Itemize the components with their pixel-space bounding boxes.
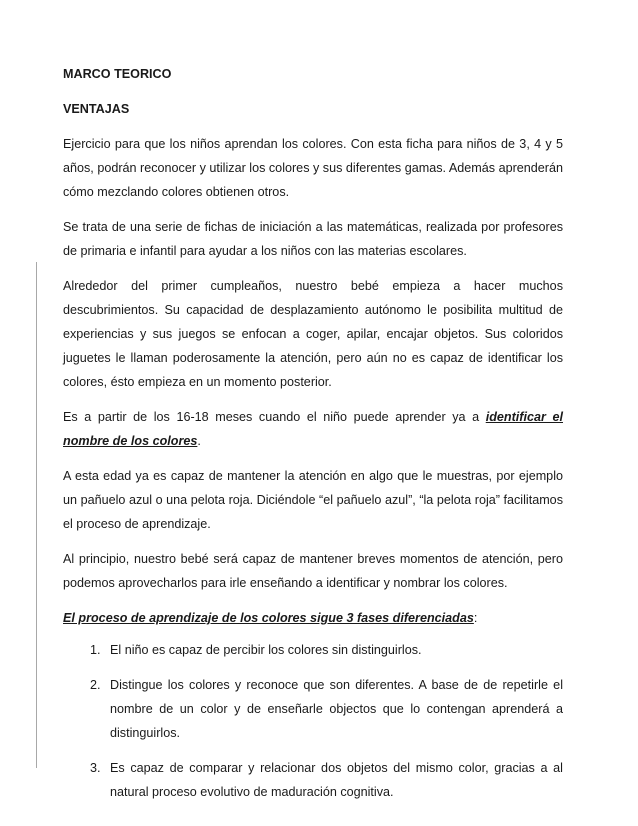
paragraph-4-end: . — [197, 434, 201, 448]
list-item-number: 3. — [90, 761, 101, 775]
list-item-number: 2. — [90, 678, 101, 692]
list-item-text: Distingue los colores y reconoce que son diferentes. A base de de repetirle el nombre de un color y de enseñarle objectos que lo contengan aprenderá a distinguirlos. — [110, 678, 563, 740]
phases-title — [63, 606, 563, 630]
document-page — [63, 62, 563, 815]
phases-title-colon: : — [473, 611, 478, 625]
list-item — [63, 638, 563, 662]
paragraph-2: Se trata de una serie de fichas de iniciación a las matemáticas, realizada por profesores de primaria e infantil para ayudar a los niños con las materias escolares. — [63, 220, 563, 258]
paragraph-3: Alrededor del primer cumpleaños, nuestro bebé empieza a hacer muchos descubrimientos. Su capacidad de desplazamiento autónomo le posibilita multitud de experiencias y sus juegos se enfocan a coger, apilar, encajar objetos. Sus coloridos juguetes le llaman poderosamente la atención, pero aún no es capaz de identificar los colores, ésto empieza en un momento posterior. — [63, 279, 563, 389]
list-item — [63, 673, 563, 745]
paragraph-4-text: Es a partir de los 16-18 meses cuando el niño puede aprender ya a — [63, 410, 486, 424]
phases-title-text: El proceso de aprendizaje de los colores sigue 3 fases diferenciadas — [63, 611, 474, 625]
paragraph-4 — [63, 405, 563, 453]
list-item-text: Es capaz de comparar y relacionar dos objetos del mismo color, gracias a al natural proceso evolutivo de maduración cognitiva. — [110, 761, 563, 799]
paragraph-6: Al principio, nuestro bebé será capaz de mantener breves momentos de atención, pero podemos aprovecharlos para irle enseñando a identificar y nombrar los colores. — [63, 552, 563, 590]
paragraph-1: Ejercicio para que los niños aprendan los colores. Con esta ficha para niños de 3, 4 y 5 años, podrán reconocer y utilizar los colores y sus diferentes gamas. Además aprenderán cómo mezclando colores obtienen otros. — [63, 137, 563, 199]
paragraph-5: A esta edad ya es capaz de mantener la atención en algo que le muestras, por ejemplo un pañuelo azul o una pelota roja. Diciéndole “el pañuelo azul”, “la pelota roja” facilitamos el proceso de aprendizaje. — [63, 469, 563, 531]
emphasis-identificar: identificar el nombre de los colores — [63, 410, 563, 448]
heading-ventajas: VENTAJAS — [63, 102, 130, 116]
heading-marco-teorico: MARCO TEORICO — [63, 67, 172, 81]
list-item-number: 1. — [90, 643, 101, 657]
phases-list — [63, 638, 563, 804]
list-item — [63, 756, 563, 804]
margin-change-bar — [36, 262, 37, 768]
list-item-text: El niño es capaz de percibir los colores sin distinguirlos. — [110, 643, 422, 657]
